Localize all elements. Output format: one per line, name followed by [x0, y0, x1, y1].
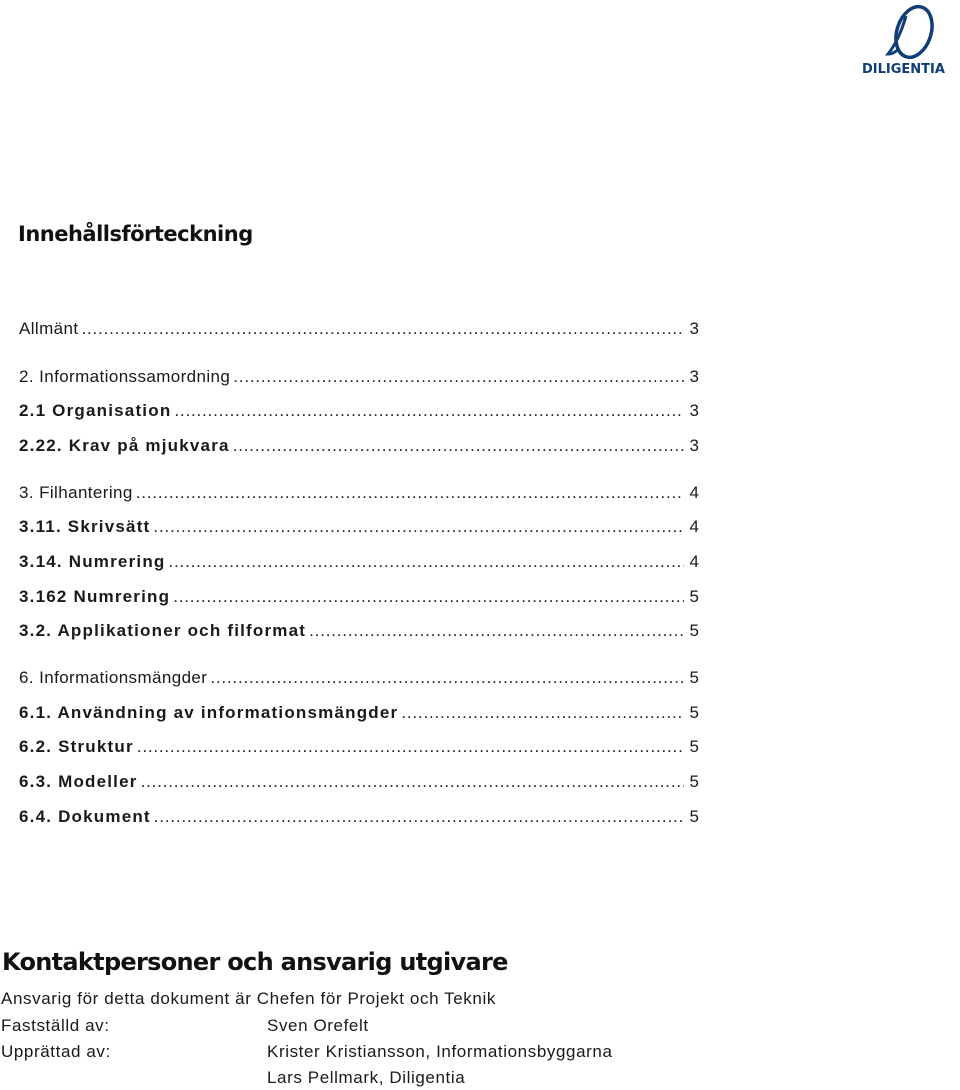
diligentia-logo-mark-icon	[862, 4, 956, 62]
toc-leader-dots	[153, 516, 684, 538]
toc-entry-label: 3. Filhantering	[19, 483, 133, 502]
toc-entry-page: 5	[689, 621, 699, 640]
toc-entry-label: 2. Informationssamordning	[19, 367, 231, 386]
toc-leader-dots	[233, 366, 684, 388]
toc-entry-label: Allmänt	[19, 319, 79, 338]
toc-entry-page: 4	[689, 517, 699, 536]
toc-leader-dots	[233, 435, 684, 457]
prepared-by-label: Upprättad av:	[1, 1042, 111, 1061]
toc-entry-page: 5	[689, 737, 699, 756]
toc-entry-page: 3	[689, 367, 699, 386]
toc-leader-dots	[309, 620, 684, 642]
toc-entry-label: 3.11. Skrivsätt	[19, 517, 151, 536]
toc-entry-label: 2.1 Organisation	[19, 401, 172, 420]
toc-entry[interactable]	[19, 551, 699, 573]
toc-leader-dots	[154, 806, 684, 828]
logo-wordmark: DILIGENTIA	[862, 62, 945, 77]
toc-leader-dots	[173, 586, 684, 608]
toc-entry[interactable]	[19, 482, 699, 504]
toc-entry-page: 5	[689, 587, 699, 606]
toc-entry-label: 6.1. Användning av informationsmängder	[19, 703, 399, 722]
prepared-by-value-2: Lars Pellmark, Diligentia	[267, 1068, 466, 1087]
toc-entry-label: 6.4. Dokument	[19, 807, 151, 826]
toc-entry-page: 4	[689, 552, 699, 571]
toc-entry-page: 3	[689, 401, 699, 420]
toc-leader-dots	[169, 551, 685, 573]
toc-entry[interactable]	[19, 435, 699, 457]
toc-entry[interactable]	[19, 806, 699, 828]
toc-entry[interactable]	[19, 318, 699, 340]
toc-entry[interactable]	[19, 586, 699, 608]
prepared-by-value-1: Krister Kristiansson, Informationsbyggarna	[267, 1042, 613, 1061]
toc-entry-label: 6. Informationsmängder	[19, 668, 208, 687]
toc-entry-label: 3.14. Numrering	[19, 552, 166, 571]
toc-leader-dots	[210, 667, 684, 689]
toc-entry[interactable]	[19, 366, 699, 388]
toc-entry-label: 3.2. Applikationer och filformat	[19, 621, 307, 640]
toc-leader-dots	[174, 400, 684, 422]
toc-leader-dots	[401, 702, 684, 724]
toc-leader-dots	[141, 771, 684, 793]
toc-entry[interactable]	[19, 771, 699, 793]
toc-entry[interactable]	[19, 702, 699, 724]
toc-leader-dots	[82, 318, 685, 340]
toc-entry-page: 5	[689, 703, 699, 722]
toc-entry-label: 2.22. Krav på mjukvara	[19, 436, 230, 455]
toc-entry-page: 5	[689, 807, 699, 826]
diligentia-logo	[862, 4, 956, 78]
toc-entry[interactable]	[19, 667, 699, 689]
toc-entry-page: 5	[689, 772, 699, 791]
toc-entry-page: 3	[689, 436, 699, 455]
toc-leader-dots	[137, 736, 684, 758]
toc-title: Innehållsförteckning	[18, 222, 253, 246]
toc-entry-label: 6.2. Struktur	[19, 737, 134, 756]
toc-entry[interactable]	[19, 516, 699, 538]
contact-section-title: Kontaktpersoner och ansvarig utgivare	[2, 948, 508, 976]
toc-entry-page: 5	[689, 668, 699, 687]
toc-entry[interactable]	[19, 736, 699, 758]
toc-leader-dots	[136, 482, 684, 504]
approved-by-value: Sven Orefelt	[267, 1016, 369, 1035]
responsible-statement: Ansvarig för detta dokument är Chefen för Projekt och Teknik	[1, 989, 496, 1008]
toc-entry-page: 4	[689, 483, 699, 502]
toc-entry-page: 3	[689, 319, 699, 338]
toc-entry-label: 6.3. Modeller	[19, 772, 138, 791]
approved-by-label: Fastställd av:	[1, 1016, 110, 1035]
toc-entry[interactable]	[19, 400, 699, 422]
toc-entry-label: 3.162 Numrering	[19, 587, 171, 606]
toc-entry[interactable]	[19, 620, 699, 642]
